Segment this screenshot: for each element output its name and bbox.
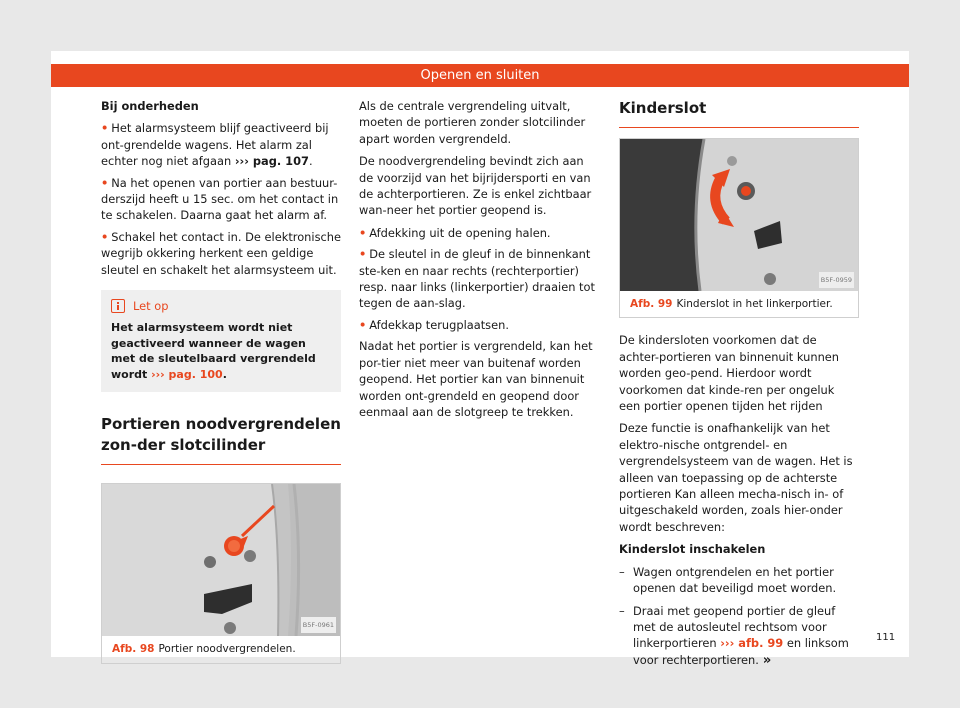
bullet-dot-icon: • — [359, 247, 367, 262]
figure-label: Afb. 99 — [630, 298, 673, 310]
figure-caption: Afb. 98 Portier noodvergrendelen. — [112, 643, 296, 656]
figure-99 — [619, 138, 859, 318]
dash-marker: – — [619, 603, 625, 618]
figure-code: B5F-0961 — [301, 617, 336, 633]
paragraph: De kindersloten voorkomen dat de achter-portieren van binnenuit kunnen worden geo-pend. Hierdoor wordt voorkomen dat kinde-ren per ongeluk een portier openen tijden het rijden — [619, 333, 840, 414]
bullet-dot-icon: • — [359, 317, 367, 332]
column-middle — [359, 98, 599, 426]
step-item: – Draai met geopend portier de gleuf met de autosleutel rechtsom voor linkerportieren ››› afb. 99 en linksom voor rechterportieren. » — [619, 603, 849, 668]
figure-98 — [101, 483, 341, 663]
bullet-dot-icon: • — [101, 175, 109, 190]
column-right — [619, 98, 859, 675]
page-header-title: Openen en sluiten — [51, 64, 909, 87]
note-box — [101, 290, 341, 392]
paragraph: Deze functie is onafhankelijk van het elektro-nische ontgrendel- en vergrendelsysteem van de wagen. Het is alleen van toepassing op de achterste portieren Kan alleen mecha-nisch in- of uitgeschakeld worden, zoals hier-onder wordt beschreven: — [619, 421, 853, 534]
bullet-dot-icon: • — [101, 229, 109, 244]
subheading-onderheden: Bij onderheden — [101, 99, 199, 113]
bullet-dot-icon: • — [101, 121, 109, 136]
bullet-item: • Afdekking uit de opening halen. — [359, 225, 551, 240]
info-icon — [111, 299, 125, 313]
page-number: 111 — [876, 632, 896, 643]
bullet-item: • Afdekkap terugplaatsen. — [359, 317, 509, 332]
figure-98-image — [102, 484, 340, 636]
paragraph: Nadat het portier is vergrendeld, kan het por-tier niet meer van buitenaf worden geopend. Het portier kan van binnenuit worden ont-grendeld en geopend door eenmaal aan de slotgreep te trekken. — [359, 339, 593, 419]
step-item: – Wagen ontgrendelen en het portier openen dat beveiligd moet worden. — [619, 564, 837, 596]
bullet-item: • De sleutel in de gleuf in de binnenkant ste-ken en naar rechts (rechterportier) resp. naar links (linkerportier) draaien tot tegen de aan-slag. — [359, 247, 595, 311]
section-title-noodvergrendelen: Portieren noodvergrendelen zon-der slotcilinder — [101, 414, 341, 465]
figure-code: B5F-0959 — [819, 272, 854, 288]
continue-arrow-icon: » — [762, 652, 772, 668]
page-reference-link[interactable]: ››› pag. 100 — [151, 367, 223, 381]
note-title: Let op — [133, 299, 169, 314]
figure-reference-link[interactable]: ››› afb. 99 — [720, 636, 784, 651]
column-left — [101, 98, 341, 664]
bullet-item: • Schakel het contact in. De elektronische wegrijb okkering herkent een geldige sleutel en schakelt het alarmsysteem uit. — [101, 229, 341, 277]
note-body: Het alarmsysteem wordt niet geactiveerd wanneer de wagen met de sleutelbaard vergrendeld wordt ››› pag. 100. — [111, 321, 316, 381]
bullet-item: • Na het openen van portier aan bestuur-derszijd heeft u 15 sec. om het contact in te schakelen. Daarna gaat het alarm af. — [101, 175, 339, 223]
note-header — [111, 298, 331, 314]
bullet-dot-icon: • — [359, 225, 367, 240]
subheading-kinderslot-inschakelen: Kinderslot inschakelen — [619, 542, 766, 557]
paragraph: De noodvergrendeling bevindt zich aan de voorzijd van het bijrijdersporti en van de achterportieren. Ze is enkel zichtbaar wan-neer het portier geopend is. — [359, 154, 592, 218]
paragraph: Als de centrale vergrendeling uitvalt, moeten de portieren zonder slotcilinder apart worden vergrendeld. — [359, 99, 586, 146]
child-lock-illustration — [620, 139, 858, 291]
door-lock-illustration — [102, 484, 340, 636]
dash-marker: – — [619, 564, 625, 579]
figure-label: Afb. 98 — [112, 643, 155, 656]
bullet-item: • Het alarmsysteem blijf geactiveerd bij ont-grendelde wagens. Het alarm zal echter nog niet afgaan ››› pag. 107. — [101, 121, 329, 169]
section-title-kinderslot: Kinderslot — [619, 98, 859, 128]
figure-99-image — [620, 139, 858, 291]
figure-caption: Afb. 99 Kinderslot in het linkerportier. — [630, 298, 833, 310]
page-reference-link[interactable]: ››› pag. 107 — [234, 154, 309, 169]
